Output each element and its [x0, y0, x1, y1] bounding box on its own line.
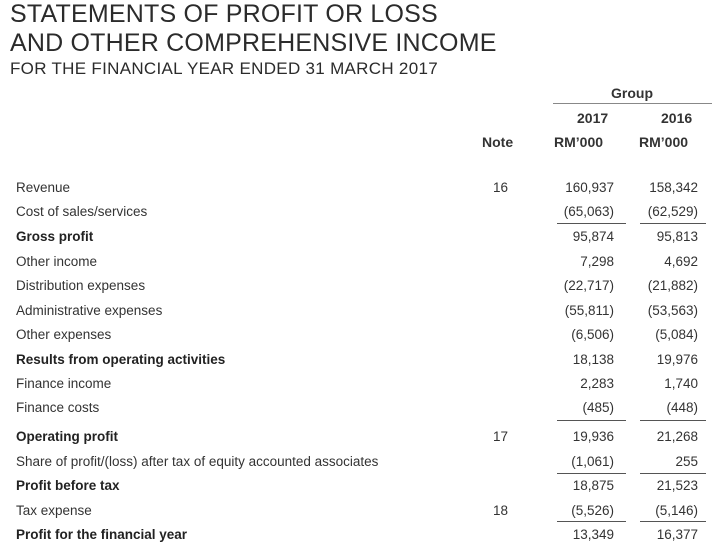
statement-title-line-2: AND OTHER COMPREHENSIVE INCOME	[10, 29, 497, 57]
row-value-2017: 160,937	[565, 180, 614, 195]
row-note: 16	[493, 180, 509, 195]
row-label: Finance income	[16, 376, 112, 391]
row-value-2017: 18,138	[572, 352, 614, 367]
table-row	[0, 451, 720, 475]
row-value-2016: (5,084)	[655, 327, 698, 342]
row-value-2016: (21,882)	[647, 278, 698, 293]
row-value-2017: (55,811)	[564, 303, 614, 318]
row-value-2017: 7,298	[580, 254, 614, 269]
row-label: Cost of sales/services	[16, 204, 148, 219]
row-label: Results from operating activities	[16, 352, 226, 367]
row-value-2017: (65,063)	[563, 204, 614, 219]
row-value-2017: (485)	[582, 400, 614, 415]
group-header-rule	[553, 103, 712, 104]
row-value-2016: 4,692	[664, 254, 698, 269]
row-value-2016: (53,563)	[647, 303, 698, 318]
subtotal-rule-2017	[557, 420, 626, 421]
row-note: 17	[493, 429, 509, 444]
row-value-2016: 21,268	[656, 429, 698, 444]
group-column-header: Group	[611, 85, 653, 101]
row-value-2016: 95,813	[656, 229, 698, 244]
row-value-2016: (5,146)	[655, 503, 698, 518]
table-row	[0, 201, 720, 225]
table-row	[0, 324, 720, 348]
table-row	[0, 426, 720, 450]
subtotal-rule-2016	[640, 473, 706, 474]
subtotal-rule-2016	[640, 223, 706, 224]
row-label: Share of profit/(loss) after tax of equity accounted associates	[16, 454, 379, 469]
row-label: Profit for the financial year	[16, 527, 188, 542]
row-note: 18	[493, 503, 509, 518]
row-value-2017: (6,506)	[571, 327, 614, 342]
subtotal-rule-2017	[557, 223, 626, 224]
row-value-2017: 95,874	[572, 229, 614, 244]
year-2017-header: 2017	[577, 110, 609, 126]
unit-2016-header: RM’000	[639, 134, 689, 150]
row-value-2016: (62,529)	[647, 204, 698, 219]
row-label: Other expenses	[16, 327, 112, 342]
year-2016-header: 2016	[661, 110, 693, 126]
row-label: Revenue	[16, 180, 71, 195]
row-label: Profit before tax	[16, 478, 120, 493]
table-row	[0, 275, 720, 299]
row-value-2016: 16,377	[656, 527, 698, 542]
table-row	[0, 373, 720, 397]
row-value-2016: 1,740	[664, 376, 698, 391]
statement-subtitle: FOR THE FINANCIAL YEAR ENDED 31 MARCH 2017	[10, 59, 438, 78]
row-value-2017: 19,936	[572, 429, 614, 444]
note-column-header: Note	[482, 134, 514, 150]
row-value-2016: 255	[675, 454, 698, 469]
subtotal-rule-2016	[640, 420, 706, 421]
row-label: Other income	[16, 254, 98, 269]
table-row	[0, 475, 720, 499]
subtotal-rule-2017	[557, 473, 626, 474]
row-value-2016: 19,976	[656, 352, 698, 367]
row-value-2016: 21,523	[656, 478, 698, 493]
table-row	[0, 300, 720, 324]
row-value-2017: (5,526)	[571, 503, 614, 518]
row-label: Gross profit	[16, 229, 94, 244]
row-label: Finance costs	[16, 400, 100, 415]
table-row	[0, 251, 720, 275]
row-label: Administrative expenses	[16, 303, 163, 318]
table-row	[0, 397, 720, 421]
statement-title-line-1: STATEMENTS OF PROFIT OR LOSS	[10, 0, 438, 28]
row-label: Operating profit	[16, 429, 118, 444]
row-value-2016: 158,342	[649, 180, 698, 195]
table-row	[0, 226, 720, 250]
row-value-2017: 13,349	[572, 527, 614, 542]
table-row	[0, 177, 720, 201]
row-label: Tax expense	[16, 503, 92, 518]
row-value-2016: (448)	[666, 400, 698, 415]
table-row	[0, 524, 720, 548]
row-value-2017: (22,717)	[563, 278, 614, 293]
unit-2017-header: RM’000	[554, 134, 604, 150]
row-value-2017: 18,875	[572, 478, 614, 493]
subtotal-rule-2016	[640, 521, 706, 522]
table-row	[0, 349, 720, 373]
row-value-2017: 2,283	[580, 376, 614, 391]
row-value-2017: (1,061)	[571, 454, 614, 469]
row-label: Distribution expenses	[16, 278, 146, 293]
subtotal-rule-2017	[557, 521, 626, 522]
